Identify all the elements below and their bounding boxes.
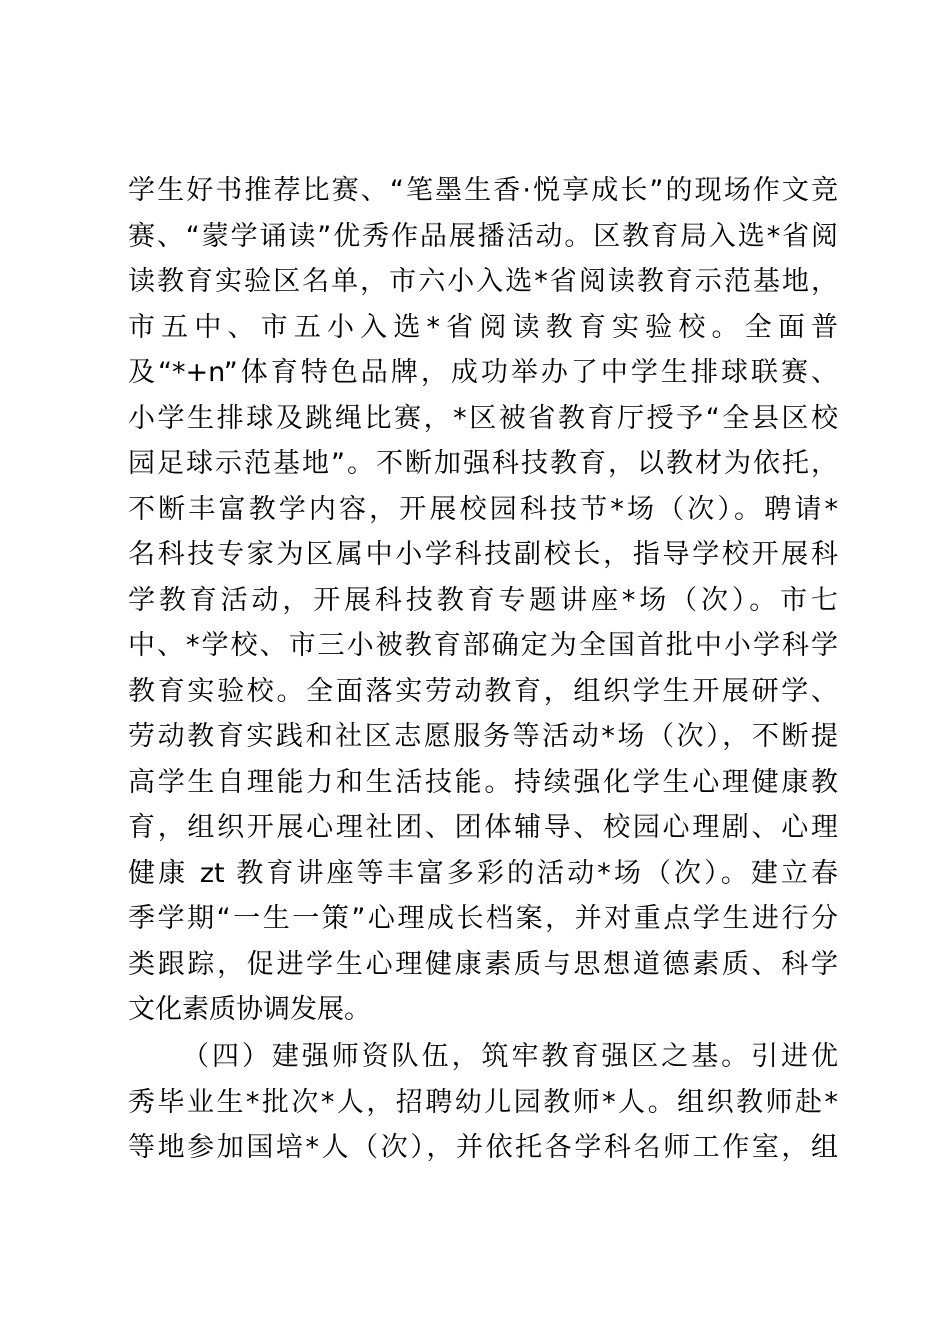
paragraph-line: 学生好书推荐比赛、“笔墨生香·悦享成长”的现场作文竞 — [128, 175, 838, 206]
paragraph-line: 育，组织开展心理社团、团体辅导、校园心理剧、心理 — [128, 812, 838, 843]
paragraph-line: 劳动教育实践和社区志愿服务等活动*场（次），不断提 — [128, 721, 838, 752]
paragraph-line: 小学生排球及跳绳比赛，*区被省教育厅授予“全县区校 — [128, 402, 838, 434]
paragraph-line: 学教育活动，开展科技教育专题讲座*场（次）。市七 — [128, 584, 838, 616]
paragraph-line: 健康 zt 教育讲座等丰富多彩的活动*场（次）。建立春 — [128, 857, 838, 889]
paragraph-line: 市五中、市五小入选*省阅读教育实验校。全面普 — [128, 311, 838, 343]
paragraph-line: 文化素质协调发展。 — [128, 994, 371, 1025]
paragraph-line: 教育实验校。全面落实劳动教育，组织学生开展研学、 — [128, 675, 838, 707]
paragraph-line: 季学期“一生一策”心理成长档案，并对重点学生进行分 — [128, 903, 838, 934]
paragraph-line: 类跟踪，促进学生心理健康素质与思想道德素质、科学 — [128, 948, 838, 980]
paragraph-line: 赛、“蒙学诵读”优秀作品展播活动。区教育局入选*省阅 — [128, 220, 838, 252]
paragraph-line: 秀毕业生*批次*人，招聘幼儿园教师*人。组织教师赴* — [128, 1086, 838, 1118]
paragraph-line: 高学生自理能力和生活技能。持续强化学生心理健康教 — [128, 766, 838, 798]
paragraph-line: 不断丰富教学内容，开展校园科技节*场（次）。聘请* — [128, 493, 838, 525]
paragraph-line: （四）建强师资队伍，筑牢教育强区之基。引进优 — [182, 1041, 838, 1072]
paragraph-line: 及“*+n”体育特色品牌，成功举办了中学生排球联赛、 — [128, 357, 838, 388]
paragraph-line: 读教育实验区名单，市六小入选*省阅读教育示范基地， — [128, 266, 838, 297]
paragraph-line: 等地参加国培*人（次），并依托各学科名师工作室，组 — [128, 1132, 838, 1163]
paragraph-line: 名科技专家为区属中小学科技副校长，指导学校开展科 — [128, 539, 838, 570]
body-paragraph-1 — [128, 168, 838, 1033]
body-paragraph-2 — [128, 1034, 838, 1171]
paragraph-line: 中、*学校、市三小被教育部确定为全国首批中小学科学 — [128, 630, 838, 661]
paragraph-line: 园足球示范基地”。不断加强科技教育，以教材为依托， — [128, 448, 838, 479]
